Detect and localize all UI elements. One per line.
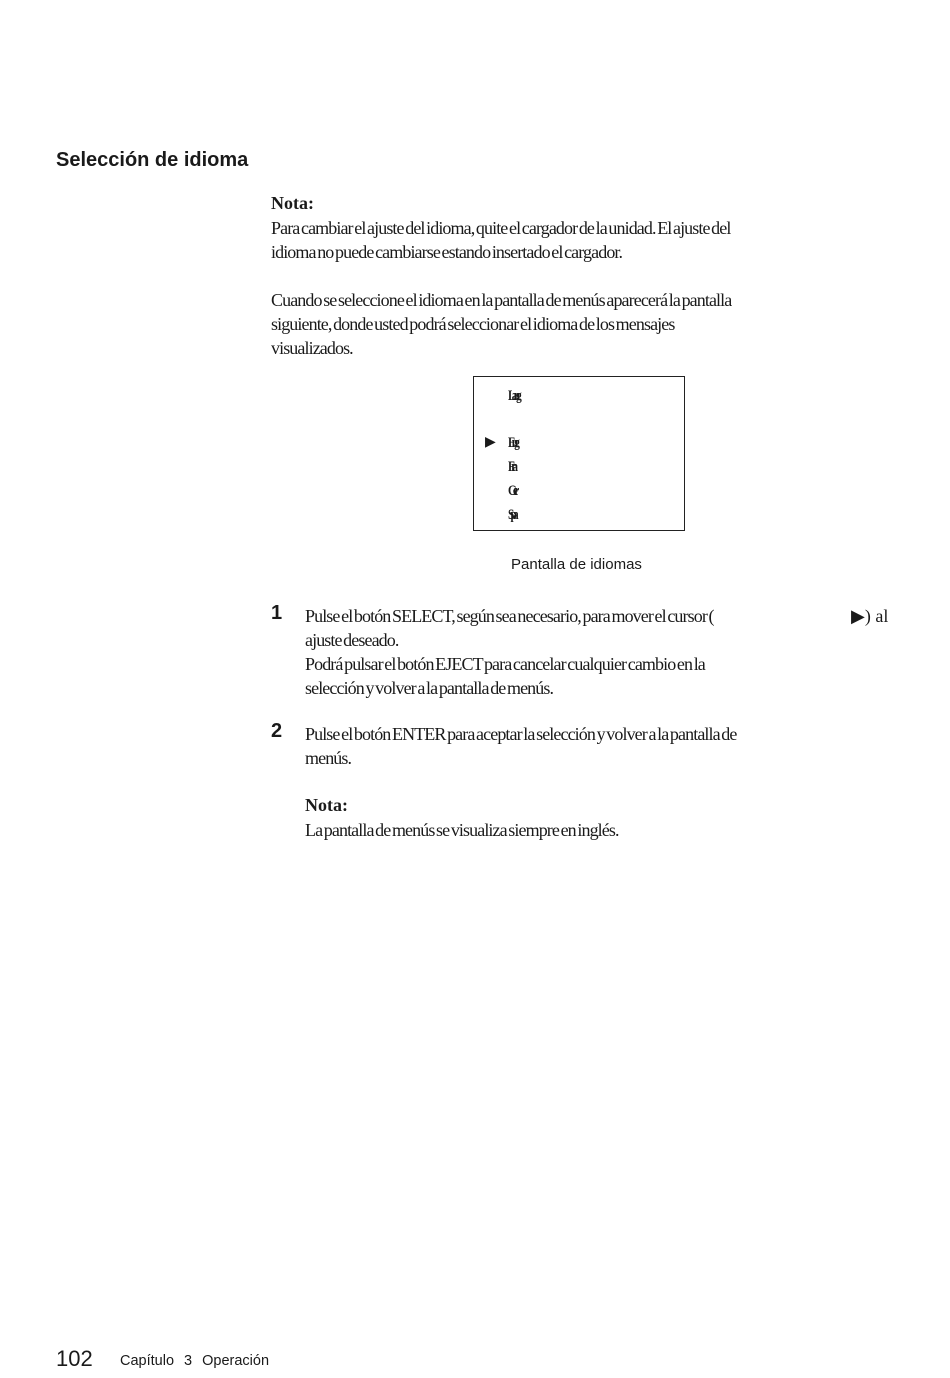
step-line: menús. bbox=[305, 748, 352, 768]
step-1-line1: Pulse el botón SELECT, según sea necesario, para mover el cursor ( bbox=[305, 606, 714, 626]
step-1-line1-end: ▶) al bbox=[851, 606, 889, 626]
section-title: Selección de idioma bbox=[56, 149, 249, 171]
step-line: Pulse el botón ENTER para aceptar la selección y volver a la pantalla de bbox=[305, 724, 737, 744]
note-text: La pantalla de menús se visualiza siempre en inglés. bbox=[305, 820, 619, 840]
step-line: Podrá pulsar el botón EJECT para cancelar cualquier cambio en la bbox=[305, 654, 705, 674]
cursor-arrow-icon: ▶ bbox=[485, 435, 496, 450]
language-option: Fra bbox=[508, 459, 515, 475]
step-line: ajuste deseado. bbox=[305, 630, 399, 650]
language-option: Spa bbox=[508, 507, 515, 523]
step-2-text bbox=[305, 722, 737, 770]
note-label: Nota: bbox=[271, 193, 314, 213]
note-line: idioma no puede cambiarse estando insertado el cargador. bbox=[271, 242, 623, 262]
step-number: 1 bbox=[271, 602, 283, 624]
step-line: selección y volver a la pantalla de menús. bbox=[305, 678, 554, 698]
intro-line: visualizados. bbox=[271, 338, 353, 358]
page-number: 102 bbox=[56, 1346, 93, 1371]
note-line: Para cambiar el ajuste del idioma, quite el cargador de la unidad. El ajuste del bbox=[271, 218, 731, 238]
step-1-text bbox=[305, 628, 705, 700]
language-screen-figure bbox=[473, 376, 685, 531]
intro-line: Cuando se seleccione el idioma en la pantalla de menús aparecerá la pantalla bbox=[271, 290, 732, 310]
step-number: 2 bbox=[271, 720, 283, 742]
language-option: Eng bbox=[508, 435, 517, 451]
intro-line: siguiente, donde usted podrá seleccionar el idioma de los mensajes bbox=[271, 314, 675, 334]
language-heading: Lang bbox=[508, 388, 519, 404]
intro-paragraph bbox=[271, 288, 731, 360]
figure-caption: Pantalla de idiomas bbox=[511, 556, 642, 573]
note-label: Nota: bbox=[305, 795, 348, 815]
note-text bbox=[271, 216, 730, 264]
chapter-label: Capítulo 3 Operación bbox=[120, 1353, 270, 1369]
language-option: Ger bbox=[508, 483, 516, 499]
